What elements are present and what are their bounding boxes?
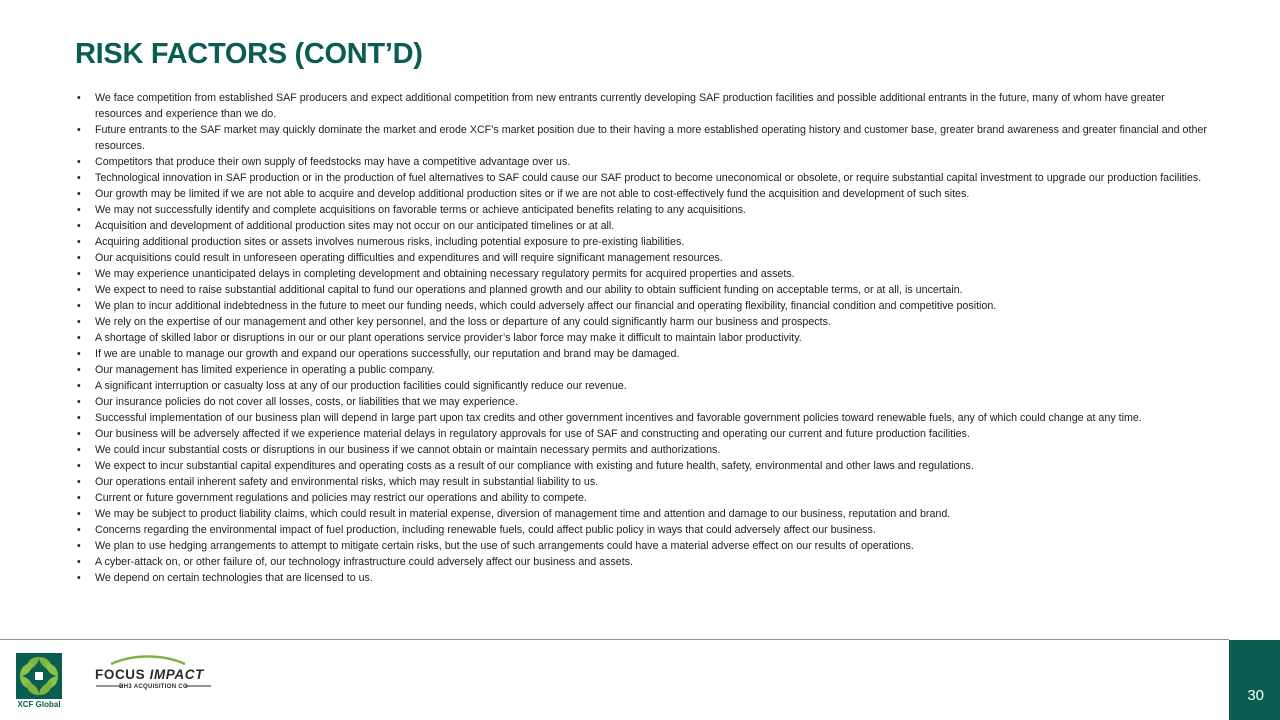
risk-factor-item: • We may experience unanticipated delays in completing development and obtaining necessary regulatory permits for acquired properties and assets.: [77, 266, 1207, 282]
risk-factor-item: • We face competition from established SAF producers and expect additional competition from new entrants currently developing SAF production facilities and possible additional entrants in the future, many of whom have greater resources and experience than we do.: [77, 90, 1207, 122]
risk-factor-item: • Acquisition and development of additional production sites may not occur on our anticipated timelines or at all.: [77, 218, 1207, 234]
focus-impact-subtitle: BH3 ACQUISITION CO: [119, 684, 188, 690]
risk-factor-item: • Successful implementation of our business plan will depend in large part upon tax credits and other government incentives and favorable government policies toward renewable fuels, any of which could change at any time.: [77, 410, 1207, 426]
slide-title: RISK FACTORS (CONT’D): [75, 38, 423, 70]
risk-factor-item: • Our insurance policies do not cover all losses, costs, or liabilities that we may experience.: [77, 394, 1207, 410]
risk-factor-item: • We expect to incur substantial capital expenditures and operating costs as a result of our compliance with existing and future health, safety, environmental and other laws and regulations.: [77, 458, 1207, 474]
risk-factor-item: • We could incur substantial costs or disruptions in our business if we cannot obtain or maintain necessary permits and authorizations.: [77, 442, 1207, 458]
risk-factor-item: • Future entrants to the SAF market may quickly dominate the market and erode XCF’s market position due to their having a more established operating history and customer base, greater brand awareness and greater financial and other resources.: [77, 122, 1207, 154]
risk-factor-item: • Our management has limited experience in operating a public company.: [77, 362, 1207, 378]
footer-divider: [0, 639, 1229, 640]
impact-word: IMPACT: [149, 667, 204, 682]
risk-factor-item: • Technological innovation in SAF production or in the production of fuel alternatives to SAF could cause our SAF product to become uneconomical or obsolete, or require substantial capital investment to upgrade our production facilities.: [77, 170, 1207, 186]
risk-factor-item: • A cyber-attack on, or other failure of, our technology infrastructure could adversely affect our business and assets.: [77, 554, 1207, 570]
risk-factor-item: • If we are unable to manage our growth and expand our operations successfully, our reputation and brand may be damaged.: [77, 346, 1207, 362]
risk-factor-item: • Our operations entail inherent safety and environmental risks, which may result in substantial liability to us.: [77, 474, 1207, 490]
focus-impact-wordmark: [95, 667, 204, 682]
risk-factor-item: • Our growth may be limited if we are not able to acquire and develop additional production sites or if we are not able to cost-effectively fund the acquisition and development of such sites.: [77, 186, 1207, 202]
risk-factor-item: • We expect to need to raise substantial additional capital to fund our operations and planned growth and our ability to obtain sufficient funding on acceptable terms, or at all, is uncertain.: [77, 282, 1207, 298]
risk-factor-item: • We plan to use hedging arrangements to attempt to mitigate certain risks, but the use of such arrangements could have a material adverse effect on our results of operations.: [77, 538, 1207, 554]
risk-factor-item: • Acquiring additional production sites or assets involves numerous risks, including potential exposure to pre-existing liabilities.: [77, 234, 1207, 250]
risk-factor-item: • Our business will be adversely affected if we experience material delays in regulatory approvals for use of SAF and constructing and operating our current and future production facilities.: [77, 426, 1207, 442]
focus-word: FOCUS: [95, 667, 146, 682]
risk-factor-item: • We depend on certain technologies that are licensed to us.: [77, 570, 1207, 586]
risk-factor-item: • A significant interruption or casualty loss at any of our production facilities could significantly reduce our revenue.: [77, 378, 1207, 394]
page-number-box: [1229, 640, 1280, 720]
risk-factor-item: • Competitors that produce their own supply of feedstocks may have a competitive advantage over us.: [77, 154, 1207, 170]
page-number: 30: [1247, 687, 1264, 704]
risk-factor-item: • Concerns regarding the environmental impact of fuel production, including renewable fuels, could affect public policy in ways that could adversely affect our business.: [77, 522, 1207, 538]
risk-factor-item: • We plan to incur additional indebtedness in the future to meet our funding needs, which could adversely affect our financial and operating flexibility, financial condition and competitive position.: [77, 298, 1207, 314]
risk-factor-item: • We may be subject to product liability claims, which could result in material expense, diversion of management time and attention and damage to our business, reputation and brand.: [77, 506, 1207, 522]
risk-factor-item: • A shortage of skilled labor or disruptions in our or our plant operations service provider’s labor force may make it difficult to maintain labor productivity.: [77, 330, 1207, 346]
risk-factor-item: • Current or future government regulations and policies may restrict our operations and ability to compete.: [77, 490, 1207, 506]
xcf-global-logo-text: XCF Global: [17, 700, 61, 709]
risk-factor-item: • We may not successfully identify and complete acquisitions on favorable terms or achieve anticipated benefits relating to any acquisitions.: [77, 202, 1207, 218]
risk-factor-item: • Our acquisitions could result in unforeseen operating difficulties and expenditures and will require significant management resources.: [77, 250, 1207, 266]
risk-factor-list: [77, 90, 1207, 586]
risk-factor-item: • We rely on the expertise of our management and other key personnel, and the loss or departure of any could significantly harm our business and prospects.: [77, 314, 1207, 330]
